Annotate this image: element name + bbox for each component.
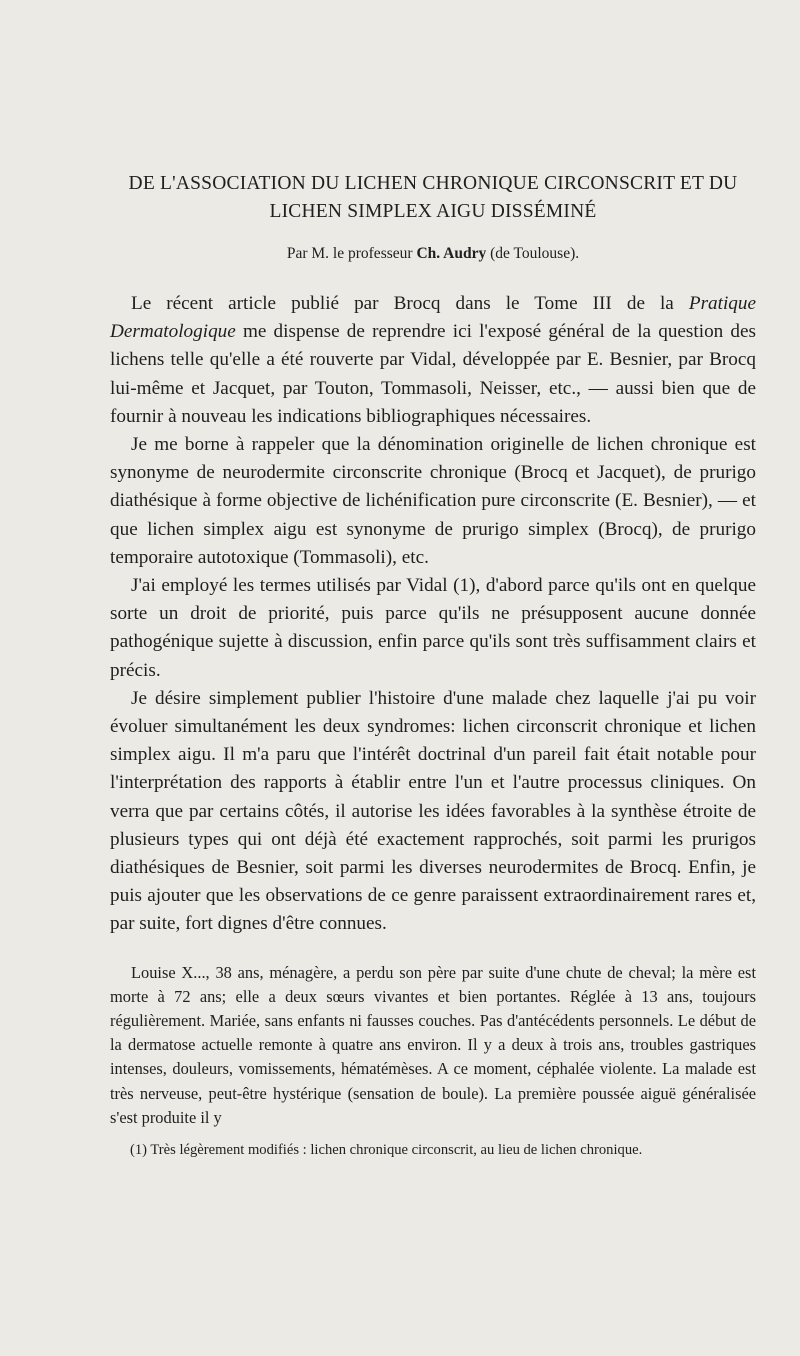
byline-suffix: (de Toulouse). xyxy=(486,245,580,262)
paragraph-2: Je me borne à rappeler que la dénomination originelle de lichen chronique est synonyme de neurodermite circonscrite chronique (Brocq et Jacquet), de prurigo diathésique à forme objective de lichénification pure circonscrite (E. Besnier), — et que lichen simplex aigu est synonyme de prurigo simplex (Brocq), de prurigo temporaire autotoxique (Tommasoli), etc. xyxy=(110,434,756,568)
journal-title-italic: Pratique Dermatologique xyxy=(110,293,756,343)
paragraph-1 xyxy=(110,290,756,431)
body-text xyxy=(110,290,756,939)
paragraph-3: J'ai employé les termes utilisés par Vidal (1), d'abord parce qu'ils ont en quelque sorte un droit de priorité, puis parce qu'ils ne présupposent aucune donnée pathogénique sujette à discussion, enfin parce qu'ils sont très suffisamment clairs et précis. xyxy=(110,575,756,681)
paragraph-1-end: me dispense de reprendre ici l'exposé général de la question des lichens telle qu'elle a été rouverte par Vidal, développée par E. Besnier, par Brocq lui-même et Jacquet, par Touton, Tommasoli, Neisser, etc., — aussi bien que de fournir à nouveau les indications bibliographiques nécessaires. xyxy=(110,321,756,427)
footnote: (1) Très légèrement modifiés : lichen chronique circonscrit, au lieu de lichen chronique. xyxy=(130,1142,643,1159)
case-paragraph: Louise X..., 38 ans, ménagère, a perdu son père par suite d'une chute de cheval; la mère est morte à 72 ans; elle a deux sœurs vivantes et bien portantes. Réglée à 13 ans, toujours régulièrement. Mariée, sans enfants ni fausses couches. Pas d'antécédents personnels. Le début de la dermatose actuelle remonte à quatre ans environ. Il y a deux à trois ans, troubles gastriques intenses, douleurs, vomissements, hématémèses. A ce moment, céphalée violente. La malade est très nerveuse, peut-être hystérique (sensation de boule). La première poussée aiguë généralisée s'est produite il y xyxy=(110,962,756,1127)
article-title xyxy=(110,170,756,226)
author-name: Ch. Audry xyxy=(416,245,487,262)
byline xyxy=(110,244,756,264)
paragraph-4: Je désire simplement publier l'histoire d'une malade chez laquelle j'ai pu voir évoluer simultanément les deux syndromes: lichen circonscrit chronique et lichen simplex aigu. Il m'a paru que l'intérêt doctrinal d'un pareil fait était notable pour l'interprétation des rapports à établir entre l'un et l'autre processus cliniques. On verra que par certains côtés, il autorise les idées favorables à la synthèse étroite de plusieurs types qui ont déjà été exactement rapprochés, soit parmi les prurigos diathésiques de Besnier, soit parmi les diverses neurodermites de Brocq. Enfin, je puis ajouter que les observations de ce genre paraissent extraordinairement rares et, par suite, fort dignes d'être connues. xyxy=(110,687,756,935)
paragraph-1-start: Le récent article publié par Brocq dans le Tome III de la xyxy=(131,293,689,314)
title-line-2: LICHEN SIMPLEX AIGU DISSÉMINÉ xyxy=(269,201,597,222)
title-line-1: DE L'ASSOCIATION DU LICHEN CHRONIQUE CIRCONSCRIT ET DU xyxy=(128,173,738,194)
case-observation xyxy=(110,961,756,1130)
byline-prefix: Par M. le professeur xyxy=(286,245,417,262)
